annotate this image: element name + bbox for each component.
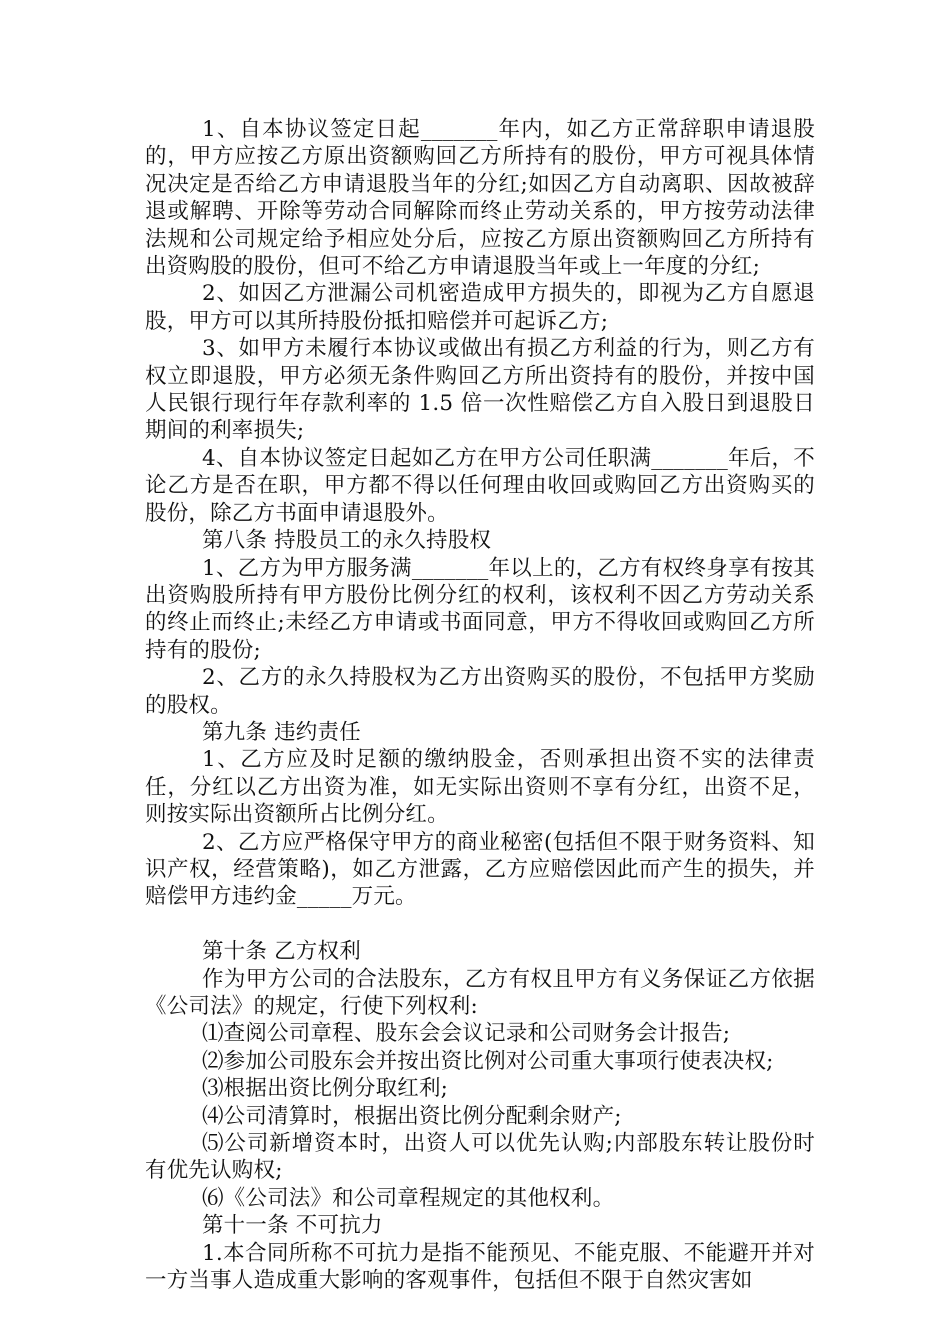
article-10-intro: 作为甲方公司的合法股东，乙方有权且甲方有义务保证乙方依据《公司法》的规定，行使下列权利: bbox=[145, 966, 815, 1019]
article-10-heading: 第十条 乙方权利 bbox=[201, 939, 361, 965]
article-8-heading: 第八条 持股员工的永久持股权 bbox=[201, 528, 492, 554]
clause-7-3: 3、如甲方未履行本协议或做出有损乙方利益的行为，则乙方有权立即退股，甲方必须无条件购回乙方所出资持有的股份，并按中国人民银行现行年存款利率的 1.5 倍一次性赔偿乙方自入股日到退股日期间的利率损失; bbox=[145, 336, 815, 444]
clause-8-2: 2、乙方的永久持股权为乙方出资购买的股份，不包括甲方奖励的股权。 bbox=[145, 665, 815, 718]
paragraph-gap bbox=[145, 911, 815, 938]
article-9-heading: 第九条 违约责任 bbox=[201, 719, 361, 745]
rights-item-4: ⑷公司清算时，根据出资比例分配剩余财产; bbox=[201, 1103, 622, 1129]
clause-7-1: 1、自本协议签定日起_______年内，如乙方正常辞职申请退股的，甲方应按乙方原出资额购回乙方所持有的股份，甲方可视具体情况决定是否给乙方申请退股当年的分红;如因乙方自动离职、因故被辞退或解聘、开除等劳动合同解除而终止劳动关系的，甲方按劳动法律法规和公司规定给予相应处分后，应按乙方原出资额购回乙方所持有出资购股的股份，但可不给乙方申请退股当年或上一年度的分红; bbox=[145, 117, 815, 280]
rights-item-3: ⑶根据出资比例分取红利; bbox=[201, 1076, 449, 1102]
clause-7-2: 2、如因乙方泄漏公司机密造成甲方损失的，即视为乙方自愿退股，甲方可以其所持股份抵扣赔偿并可起诉乙方; bbox=[145, 281, 815, 334]
rights-item-5: ⑸公司新增资本时，出资人可以优先认购;内部股东转让股份时有优先认购权; bbox=[145, 1131, 815, 1184]
clause-11-1: 1.本合同所称不可抗力是指不能预见、不能克服、不能避开并对一方当事人造成重大影响的客观事件，包括但不限于自然灾害如 bbox=[145, 1240, 815, 1294]
article-11-heading: 第十一条 不可抗力 bbox=[201, 1213, 383, 1239]
document-page bbox=[145, 116, 815, 1294]
clause-9-2: 2、乙方应严格保守甲方的商业秘密(包括但不限于财务资料、知识产权，经营策略)，如乙方泄露，乙方应赔偿因此而产生的损失，并赔偿甲方违约金_____万元。 bbox=[145, 829, 815, 910]
clause-9-1: 1、乙方应及时足额的缴纳股金，否则承担出资不实的法律责任，分红以乙方出资为准，如无实际出资则不享有分红，出资不足，则按实际出资额所占比例分红。 bbox=[145, 747, 815, 828]
rights-item-2: ⑵参加公司股东会并按出资比例对公司重大事项行使表决权; bbox=[201, 1048, 774, 1074]
clause-7-4: 4、自本协议签定日起如乙方在甲方公司任职满_______年后，不论乙方是否在职，甲方都不得以任何理由收回或购回乙方出资购买的股份，除乙方书面申请退股外。 bbox=[145, 445, 815, 526]
clause-8-1: 1、乙方为甲方服务满_______年以上的，乙方有权终身享有按其出资购股所持有甲方股份比例分红的权利，该权利不因乙方劳动关系的终止而终止;未经乙方申请或书面同意，甲方不得收回或购回乙方所持有的股份; bbox=[145, 555, 815, 663]
rights-item-1: ⑴查阅公司章程、股东会会议记录和公司财务会计报告; bbox=[201, 1021, 731, 1047]
rights-item-6: ⑹《公司法》和公司章程规定的其他权利。 bbox=[201, 1185, 615, 1211]
